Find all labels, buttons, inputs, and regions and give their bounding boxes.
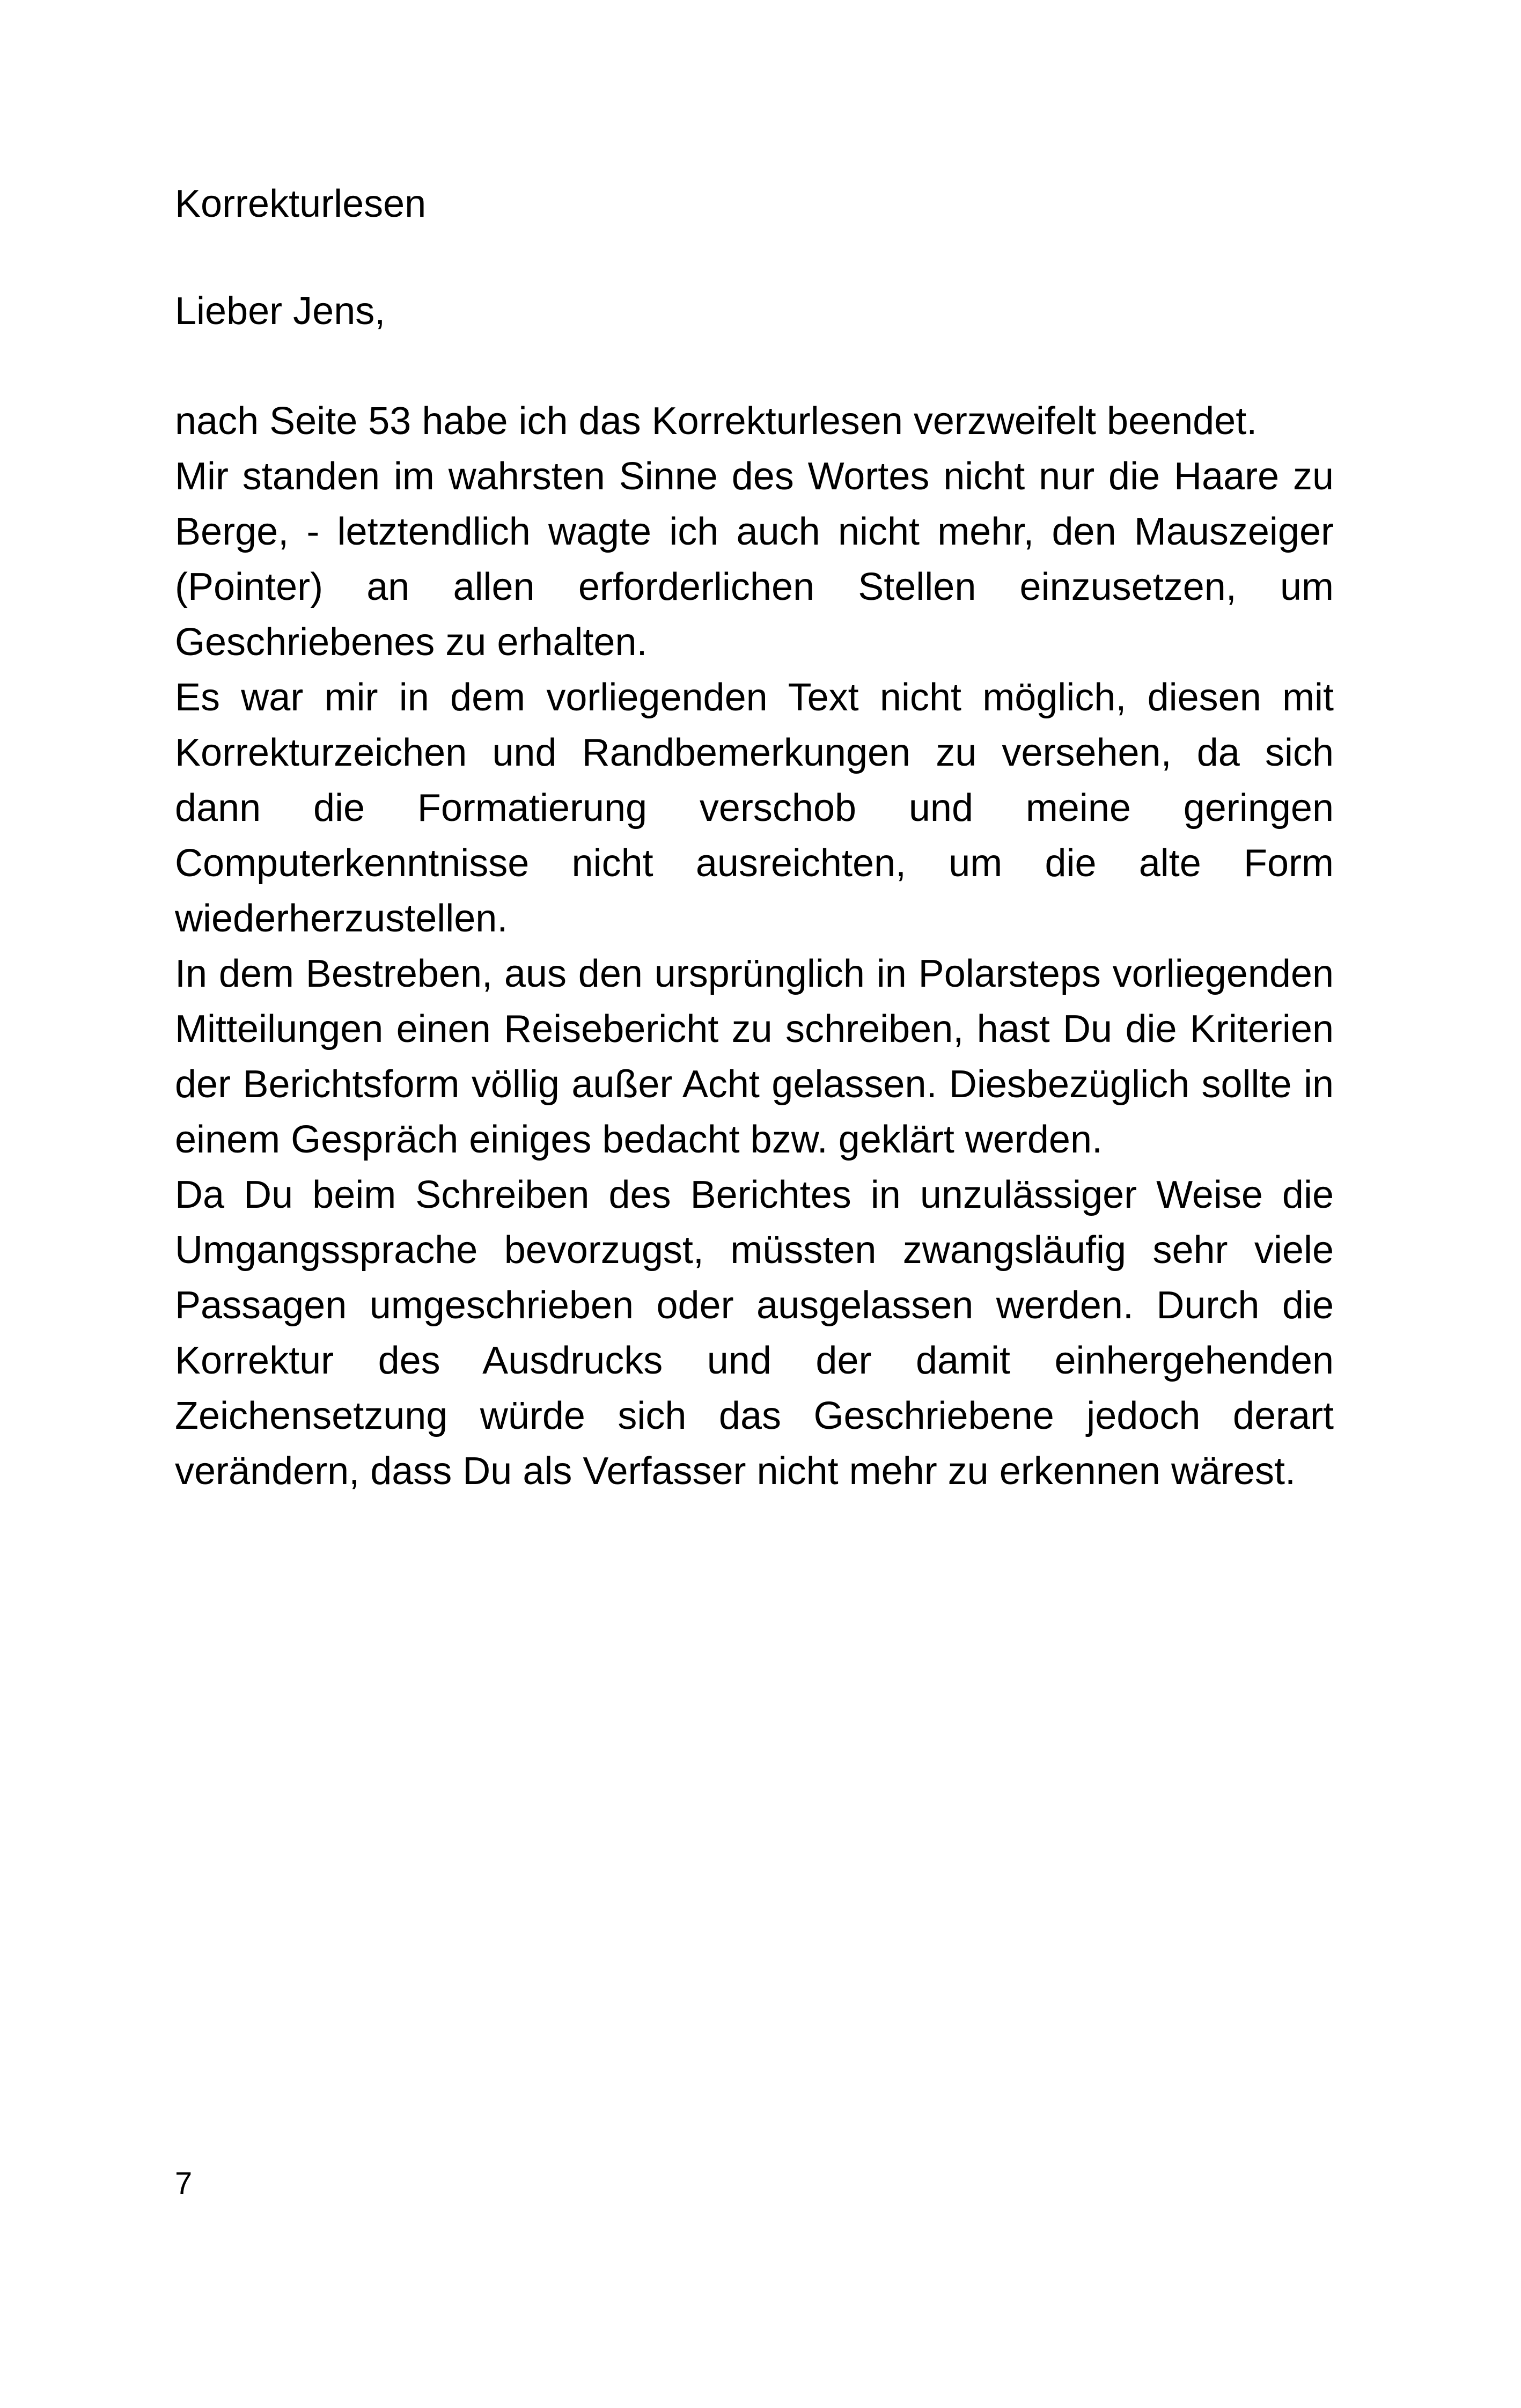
letter-body	[175, 394, 1334, 1499]
page-title: Korrekturlesen	[175, 182, 427, 225]
paragraph: nach Seite 53 habe ich das Korrekturlesen verzweifelt beendet.	[175, 400, 1258, 443]
paragraph: In dem Bestreben, aus den ursprünglich in Polarsteps vorliegenden Mitteilungen einen Reisebericht zu schreiben, hast Du die Kriterien der Berichtsform völlig außer Acht gelassen. Diesbezüglich sollte in einem Gespräch einiges bedacht bzw. geklärt werden.	[175, 952, 1334, 1161]
page-number: 7	[175, 2166, 193, 2201]
paragraph: Es war mir in dem vorliegenden Text nicht möglich, diesen mit Korrekturzeichen und Randbemerkungen zu versehen, da sich dann die Formatierung verschob und meine geringen Computerkenntnisse nicht ausreichten, um die alte Form wiederherzustellen.	[175, 676, 1334, 940]
paragraph: Da Du beim Schreiben des Berichtes in unzulässiger Weise die Umgangssprache bevorzugst, müssten zwangsläufig sehr viele Passagen umgeschrieben oder ausgelassen werden. Durch die Korrektur des Ausdrucks und der damit einhergehenden Zeichensetzung würde sich das Geschriebene jedoch derart verändern, dass Du als Verfasser nicht mehr zu erkennen wärest.	[175, 1173, 1334, 1493]
paragraph: Mir standen im wahrsten Sinne des Wortes nicht nur die Haare zu Berge, - letztendlich wagte ich auch nicht mehr, den Mauszeiger (Pointer) an allen erforderlichen Stellen einzusetzen, um Geschriebenes zu erhalten.	[175, 455, 1334, 664]
salutation: Lieber Jens,	[175, 290, 386, 333]
page-content	[175, 177, 1334, 1499]
